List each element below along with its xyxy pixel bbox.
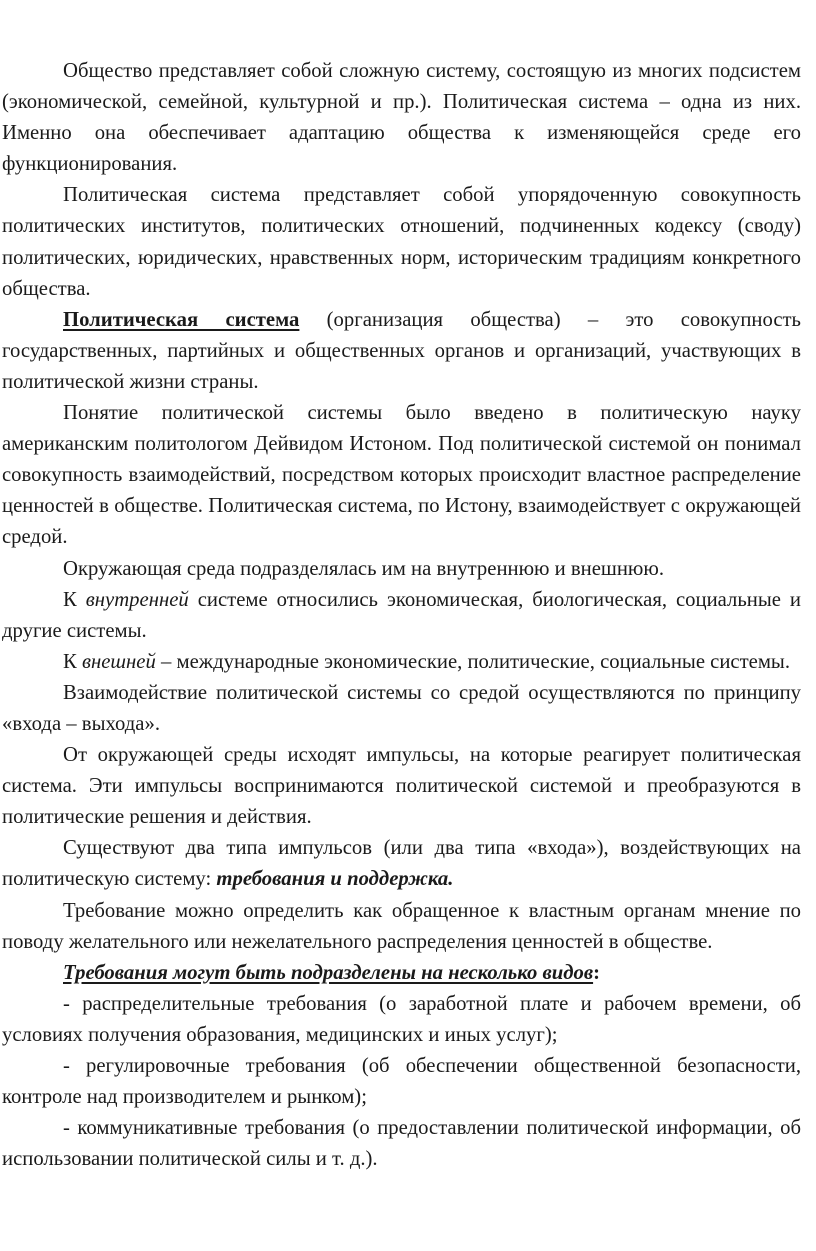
paragraph-text: – международные экономические, политические, социальные системы.	[155, 650, 790, 673]
paragraph-internal-environment	[2, 585, 801, 647]
term-external: внешней	[81, 650, 156, 673]
heading-colon: :	[593, 961, 600, 984]
paragraph-impulse-types	[2, 833, 801, 895]
heading-demand-types: Требования могут быть подразделены на несколько видов	[63, 961, 594, 984]
term-demands-support: требования и поддержка.	[216, 868, 454, 891]
paragraph-text: К	[63, 650, 82, 673]
paragraph-political-system-definition: Политическая система представляет собой упорядоченную совокупность политических институтов, политических отношений, подчиненных кодексу (своду) политических, юридических, нравственных норм, историческим традициям конкретного общества.	[2, 184, 801, 300]
paragraph-demand-types-heading	[2, 958, 801, 989]
paragraph-society-subsystems: Общество представляет собой сложную систему, состоящую из многих подсистем (экономической, семейной, культурной и пр.). Политическая система – одна из них. Именно она обеспечивает адаптацию общества к изменяющейся среде его функционирования.	[2, 60, 801, 176]
list-item-distributive-demands: - распределительные требования (о заработной плате и рабочем времени, об условиях получения образования, медицинских и иных услуг);	[2, 992, 801, 1046]
paragraph-external-environment	[2, 647, 801, 678]
paragraph-easton-concept: Понятие политической системы было введено в политическую науку американским политологом Дейвидом Истоном. Под политической системой он понимал совокупность взаимодействий, посредством которых происходит властное распределение ценностей в обществе. Политическая система, по Истону, взаимодействует с окружающей средой.	[2, 402, 801, 549]
paragraph-text: системе относились экономическая, биологическая, социальные и другие системы.	[2, 588, 801, 642]
list-item-communicative-demands: - коммуникативные требования (о предоставлении политической информации, об использовании политической силы и т. д.).	[2, 1117, 801, 1171]
paragraph-text: (организация общества) – это совокупность государственных, партийных и общественных органов и организаций, участвующих в политической жизни страны.	[2, 308, 801, 393]
paragraph-input-output: Взаимодействие политической системы со средой осуществляются по принципу «входа – выхода».	[2, 681, 801, 735]
term-internal: внутренней	[85, 588, 189, 611]
term-political-system: Политическая система	[63, 308, 300, 331]
list-item-regulatory-demands: - регулировочные требования (об обеспечении общественной безопасности, контроле над производителем и рынком);	[2, 1055, 801, 1109]
paragraph-demand-definition: Требование можно определить как обращенное к властным органам мнение по поводу желательного или нежелательного распределения ценностей в обществе.	[2, 899, 801, 953]
paragraph-political-system-organization	[2, 305, 801, 398]
paragraph-impulses: От окружающей среды исходят импульсы, на которые реагирует политическая система. Эти импульсы воспринимаются политической системой и преобразуются в политические решения и действия.	[2, 744, 801, 829]
paragraph-environment-division: Окружающая среда подразделялась им на внутреннюю и внешнюю.	[63, 557, 665, 580]
paragraph-text: К	[63, 588, 86, 611]
paragraph-text: Существуют два типа импульсов (или два типа «входа»), воздействующих на политическую систему:	[2, 837, 801, 891]
